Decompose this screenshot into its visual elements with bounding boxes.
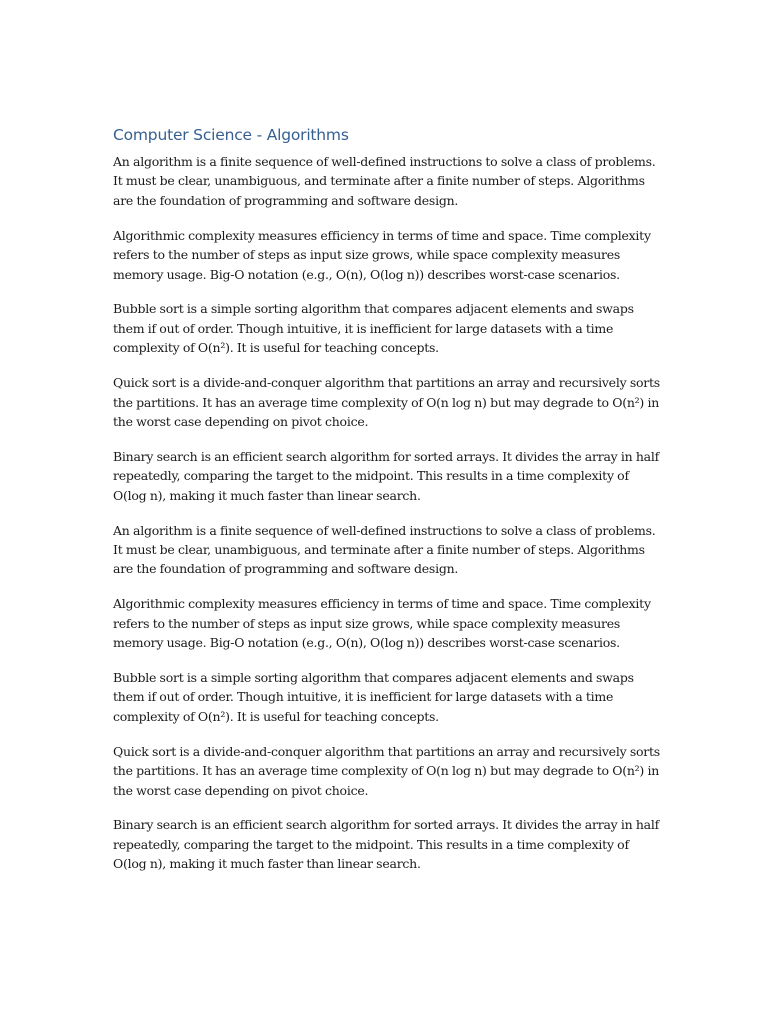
paragraph-binary-search: Binary search is an efficient search algorithm for sorted arrays. It divides the array in half repeatedly, comparing the target to the midpoint. This results in a time complexity of O(log n), making it much faster than linear search. xyxy=(113,448,659,503)
document-body xyxy=(113,124,661,889)
paragraph-algorithmic-complexity: Algorithmic complexity measures efficiency in terms of time and space. Time complexity refers to the number of steps as input size grows, while space complexity measures memory usage. Big-O notation (e.g., O(n), O(log n)) describes worst-case scenarios. xyxy=(113,227,651,282)
paragraph-binary-search: Binary search is an efficient search algorithm for sorted arrays. It divides the array in half repeatedly, comparing the target to the midpoint. This results in a time complexity of O(log n), making it much faster than linear search. xyxy=(113,817,659,872)
paragraph-quick-sort: Quick sort is a divide-and-conquer algorithm that partitions an array and recursively sorts the partitions. It has an average time complexity of O(n log n) but may degrade to O(n²) in the worst case depending on pivot choice. xyxy=(113,743,660,798)
document-title: Computer Science - Algorithms xyxy=(113,126,349,144)
paragraph-bubble-sort: Bubble sort is a simple sorting algorithm that compares adjacent elements and swaps them if out of order. Though intuitive, it is inefficient for large datasets with a time complexity of O(n²). It is useful for teaching concepts. xyxy=(113,670,634,724)
paragraph-algorithm-definition: An algorithm is a finite sequence of well-defined instructions to solve a class of problems. It must be clear, unambiguous, and terminate after a finite number of steps. Algorithms are the foundation of programming and software design. xyxy=(113,154,656,208)
paragraph-bubble-sort: Bubble sort is a simple sorting algorithm that compares adjacent elements and swaps them if out of order. Though intuitive, it is inefficient for large datasets with a time complexity of O(n²). It is useful for teaching concepts. xyxy=(113,301,634,356)
paragraph-algorithmic-complexity: Algorithmic complexity measures efficiency in terms of time and space. Time complexity refers to the number of steps as input size grows, while space complexity measures memory usage. Big-O notation (e.g., O(n), O(log n)) describes worst-case scenarios. xyxy=(113,596,651,651)
paragraph-quick-sort: Quick sort is a divide-and-conquer algorithm that partitions an array and recursively sorts the partitions. It has an average time complexity of O(n log n) but may degrade to O(n²) in the worst case depending on pivot choice. xyxy=(113,375,660,429)
paragraph-algorithm-definition: An algorithm is a finite sequence of well-defined instructions to solve a class of problems. It must be clear, unambiguous, and terminate after a finite number of steps. Algorithms are the foundation of programming and software design. xyxy=(113,522,656,577)
